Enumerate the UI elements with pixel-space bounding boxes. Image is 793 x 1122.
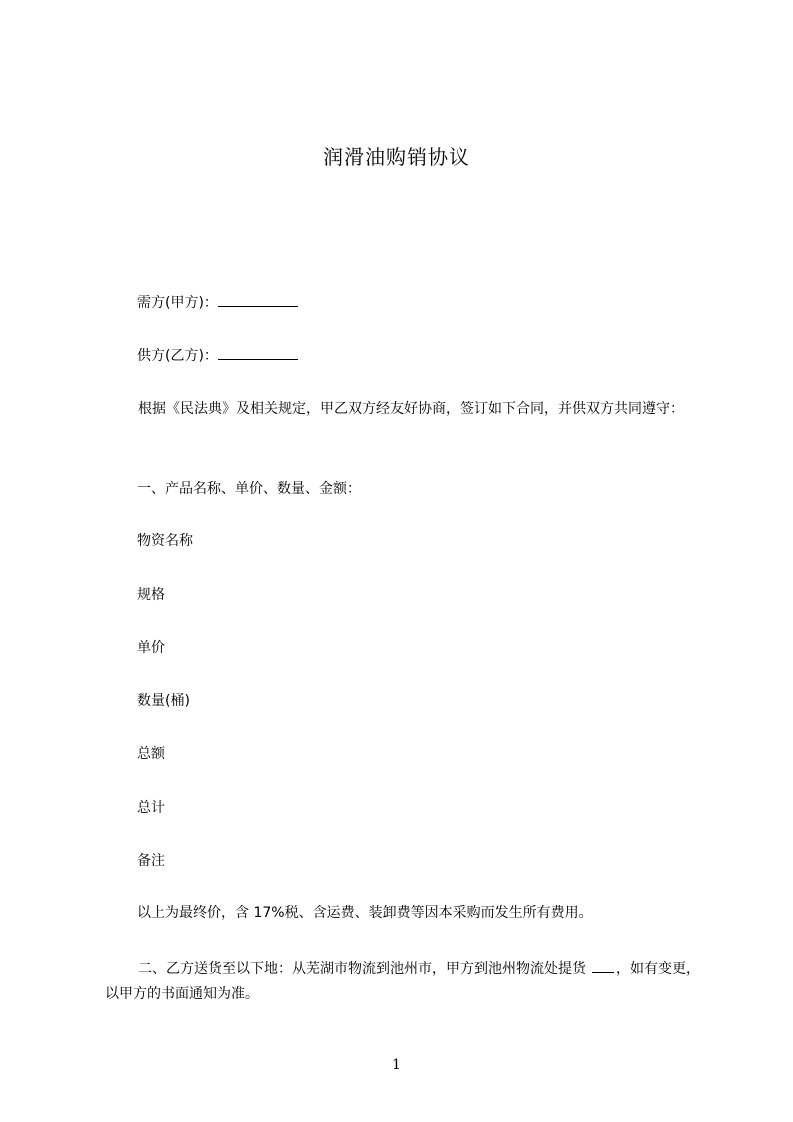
- document-title: 润滑油购销协议: [323, 145, 470, 169]
- field-unit-price: 单价: [137, 640, 165, 656]
- section2-text-a: 二、乙方送货至以下地：从芜湖市物流到池州市，甲方到池州物流处提货: [138, 961, 586, 977]
- seller-label: 供方(乙方)：: [137, 348, 218, 364]
- section1-heading: 一、产品名称、单价、数量、金额：: [137, 481, 361, 497]
- buyer-label: 需方(甲方)：: [137, 295, 218, 311]
- section2-text-b: ，如有变更，以甲方的书面通知为准。: [105, 961, 700, 1002]
- seller-blank: [218, 345, 298, 360]
- field-total: 总计: [137, 800, 165, 816]
- field-specification: 规格: [137, 587, 165, 603]
- field-remarks: 备注: [137, 853, 165, 869]
- section2-paragraph: [105, 957, 705, 1007]
- field-material-name: 物资名称: [137, 533, 193, 549]
- delivery-blank: [592, 958, 614, 973]
- field-amount: 总额: [137, 746, 165, 762]
- seller-line: [137, 345, 298, 366]
- preamble-paragraph: 根据《民法典》及相关规定，甲乙双方经友好协商，签订如下合同，并供双方共同遵守：: [138, 401, 684, 417]
- price-note: 以上为最终价，含 17%税、含运费、装卸费等因本采购而发生所有费用。: [137, 905, 593, 921]
- buyer-line: [137, 292, 298, 313]
- field-quantity: 数量(桶): [137, 693, 190, 709]
- page-number: 1: [392, 1057, 401, 1073]
- buyer-blank: [218, 292, 298, 307]
